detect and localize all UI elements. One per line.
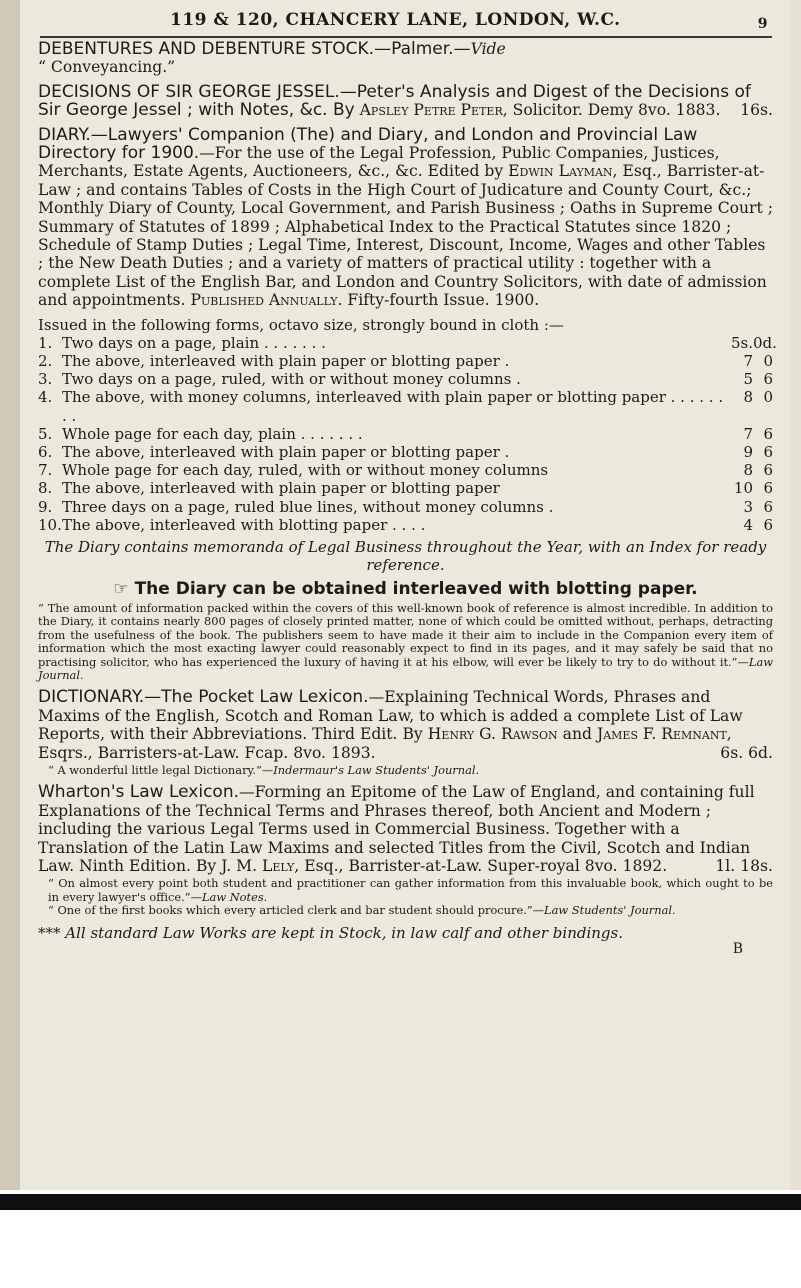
entry-editor: Edwin Layman, bbox=[508, 162, 618, 181]
form-item bbox=[38, 461, 773, 479]
catalogue-content bbox=[38, 39, 777, 957]
form-item bbox=[38, 498, 773, 516]
form-number: 6. bbox=[38, 442, 53, 461]
form-pence: 6 bbox=[763, 497, 773, 516]
entry-title: Wharton's Law Lexicon. bbox=[38, 782, 240, 803]
entry-text: —Forming an Epitome of the Law of England, and containing full Explanations of the Technical Terms and Phrases thereof, both Ancient and Modern ; including the various Legal Terms used in Commercial Business. Together with a Translation of the Latin Law Maxims and selected Titles from the Civil, Scotch and Indian Law. Ninth Edition. By J. M. bbox=[38, 783, 755, 876]
entry-author: —Palmer.— bbox=[374, 39, 471, 59]
form-pence: 6 bbox=[763, 370, 773, 389]
form-number: 8. bbox=[38, 479, 53, 498]
wharton-quote-1 bbox=[38, 877, 773, 917]
entry-price: 6s. 6d. bbox=[720, 743, 773, 762]
entry-wharton bbox=[38, 783, 773, 917]
form-pence: 6 bbox=[763, 461, 773, 480]
form-item bbox=[38, 370, 773, 388]
form-shillings: 9 bbox=[743, 442, 753, 461]
form-item bbox=[38, 479, 773, 497]
blotting-notice: ☞ The Diary can be obtained interleaved with blotting paper. bbox=[113, 578, 698, 599]
scan-dark-strip bbox=[0, 1194, 801, 1210]
form-description: Whole page for each day, ruled, with or without money columns bbox=[62, 461, 549, 480]
form-shillings: 7 bbox=[743, 351, 753, 370]
entry-text2: Esq., Barrister-at-Law ; and contains Tables of Costs in the High Court of Judicature and County Court, &c.; Monthly Diary of County, Local Government, and Parish Business ; Oaths in Supreme Court ; Summary of Statutes of 1899 ; Alphabetical Index to the Practical Statutes since 1820 ; Schedule of Stamp Duties ; Legal Time, Interest, Discount, Income, Wages and other Tables ; the New Death Duties ; and a variety of matters of practical utility : together with a complete List of the English Bar, and London and Country Solicitors, with date of admission and appointments. bbox=[38, 162, 773, 310]
header-rule bbox=[40, 36, 772, 38]
form-pence: 6 bbox=[763, 479, 773, 498]
entry-text2: Esqrs., Barristers-at-Law. Fcap. 8vo. 1893. bbox=[38, 743, 376, 762]
issued-intro: Issued in the following forms, octavo size, strongly bound in cloth :— bbox=[38, 315, 564, 334]
quote-source-2: Law Students' Journal. bbox=[544, 903, 676, 918]
form-pence: 6 bbox=[763, 424, 773, 443]
form-item bbox=[38, 333, 777, 352]
form-shillings: 4 bbox=[743, 515, 753, 534]
quote-source: Law Journal. bbox=[38, 654, 773, 682]
quote-source: Indermaur's Law Students' Journal. bbox=[273, 762, 480, 777]
diary-quote bbox=[38, 602, 773, 682]
entry-text2: Esq., Barrister-at-Law. Super-royal 8vo. 1892. bbox=[304, 857, 668, 876]
form-item bbox=[38, 388, 773, 424]
page-number: 9 bbox=[757, 16, 768, 32]
vide-text: Vide bbox=[470, 40, 506, 58]
form-description: The above, interleaved with plain paper or blotting paper . bbox=[62, 442, 510, 461]
entry-editor: Henry G. Rawson bbox=[427, 725, 558, 744]
form-shillings: 8 bbox=[743, 388, 753, 407]
form-pence: 0 bbox=[763, 388, 773, 407]
quote-text: “ On almost every point both student and practitioner can gather information from this invaluable book, which ought to be in every lawyer's office.”— bbox=[48, 876, 773, 904]
form-shillings: 5 bbox=[743, 370, 753, 389]
form-item bbox=[38, 516, 773, 534]
form-number: 3. bbox=[38, 370, 53, 389]
form-number: 1. bbox=[38, 333, 53, 352]
entry-title: DICTIONARY.—The Pocket Law Lexicon. bbox=[38, 687, 369, 708]
form-description: Three days on a page, ruled blue lines, without money columns . bbox=[62, 497, 554, 516]
form-description: The above, with money columns, interleaved with plain paper or blotting paper . . . . . . . . bbox=[62, 388, 724, 425]
form-item bbox=[38, 443, 773, 461]
form-shillings: 7 bbox=[743, 424, 753, 443]
diary-note: The Diary contains memoranda of Legal Business throughout the Year, with an Index for ready reference. bbox=[44, 537, 767, 574]
form-number: 2. bbox=[38, 351, 53, 370]
form-number: 10. bbox=[38, 515, 62, 534]
entry-text: —Explaining Technical Words, Phrases and Maxims of the English, Scotch and Roman Law, to which is added a complete List of Law Reports, with their Abbreviations. Third Edit. By bbox=[38, 688, 743, 744]
quote-source: Law Notes. bbox=[201, 889, 268, 904]
form-description: Whole page for each day, plain . . . . . . . bbox=[62, 424, 363, 443]
form-description: The above, interleaved with blotting paper . . . . bbox=[62, 515, 426, 534]
published-annually: Published Annually. bbox=[190, 291, 343, 310]
form-pence: 6 bbox=[763, 515, 773, 534]
issue-text: Fifty-fourth Issue. 1900. bbox=[347, 291, 540, 310]
entry-title: DECISIONS OF SIR GEORGE JESSEL. bbox=[38, 81, 340, 102]
entry-price: 16s. bbox=[740, 101, 773, 120]
footer-note: *** All standard Law Works are kept in Stock, in law calf and other bindings. bbox=[38, 923, 623, 942]
entry-text: —Peter's Analysis and Digest of the Decisions of Sir George Jessel ; with Notes, &c. By bbox=[38, 81, 751, 121]
entry-title: DIARY.—Lawyers' Companion (The) and Diary, and London and Provincial Law Directory for 1900. bbox=[38, 124, 698, 164]
entry-text: —For the use of the Legal Profession, Public Companies, Justices, Merchants, Estate Agents, Auctioneers, &c., &c. Edited by bbox=[38, 144, 720, 181]
quote-text: “ A wonderful little legal Dictionary.”— bbox=[48, 762, 274, 777]
form-shillings: 8 bbox=[743, 461, 753, 480]
entry-dictionary bbox=[38, 688, 773, 777]
form-description: Two days on a page, ruled, with or without money columns . bbox=[62, 370, 521, 389]
form-shillings: 5s. bbox=[730, 333, 753, 352]
page-spine-edge bbox=[0, 0, 20, 1190]
quote-text-2: “ One of the first books which every articled clerk and bar student should procure.”— bbox=[48, 903, 545, 918]
entry-text: “ Conveyancing.” bbox=[38, 58, 176, 77]
form-number: 5. bbox=[38, 424, 53, 443]
entry-and: and bbox=[562, 725, 592, 744]
header-address: 119 & 120, CHANCERY LANE, LONDON, W.C. bbox=[170, 10, 621, 30]
signature-mark: B bbox=[732, 940, 743, 957]
entry-debentures bbox=[38, 40, 773, 77]
form-pence: 6 bbox=[763, 442, 773, 461]
form-pence: 0 bbox=[763, 351, 773, 370]
entry-price: 1l. 18s. bbox=[715, 857, 773, 876]
entry-text2: Solicitor. Demy 8vo. 1883. bbox=[512, 101, 721, 120]
entry-editor: Apsley Petre Peter, bbox=[359, 101, 508, 120]
catalogue-page bbox=[20, 0, 790, 1190]
form-description: Two days on a page, plain . . . . . . . bbox=[62, 333, 326, 352]
forms-list bbox=[38, 333, 777, 534]
quote-text: “ The amount of information packed within the covers of this well-known book of reference is almost incredible. In addition to the Diary, it contains nearly 800 pages of closely printed matter, none of which could be omitted without, perhaps, detracting from the usefulness of the book. The publishers seem to have made it their aim to include in the Companion every item of information which the most exacting lawyer could reasonably expect to find in its pages, and it may safely be said that no practising solicitor, who has experienced the luxury of having it at his elbow, will ever be likely to try to do without it.”— bbox=[38, 600, 773, 669]
form-item bbox=[38, 352, 773, 370]
form-shillings: 10 bbox=[733, 479, 753, 498]
form-description: The above, interleaved with plain paper or blotting paper bbox=[62, 479, 500, 498]
entry-editor2: James F. Remnant, bbox=[596, 725, 732, 744]
form-number: 4. bbox=[38, 388, 53, 407]
dictionary-quote bbox=[38, 764, 773, 777]
entry-editor: Lely, bbox=[262, 857, 300, 876]
entry-decisions bbox=[38, 83, 773, 120]
running-header bbox=[20, 4, 790, 38]
form-number: 9. bbox=[38, 497, 53, 516]
form-description: The above, interleaved with plain paper or blotting paper . bbox=[62, 351, 510, 370]
form-item bbox=[38, 425, 773, 443]
form-shillings: 3 bbox=[743, 497, 753, 516]
entry-diary bbox=[38, 126, 773, 310]
form-pence: 0d. bbox=[753, 333, 777, 352]
entry-title: DEBENTURES AND DEBENTURE STOCK. bbox=[38, 39, 375, 59]
form-number: 7. bbox=[38, 461, 53, 480]
